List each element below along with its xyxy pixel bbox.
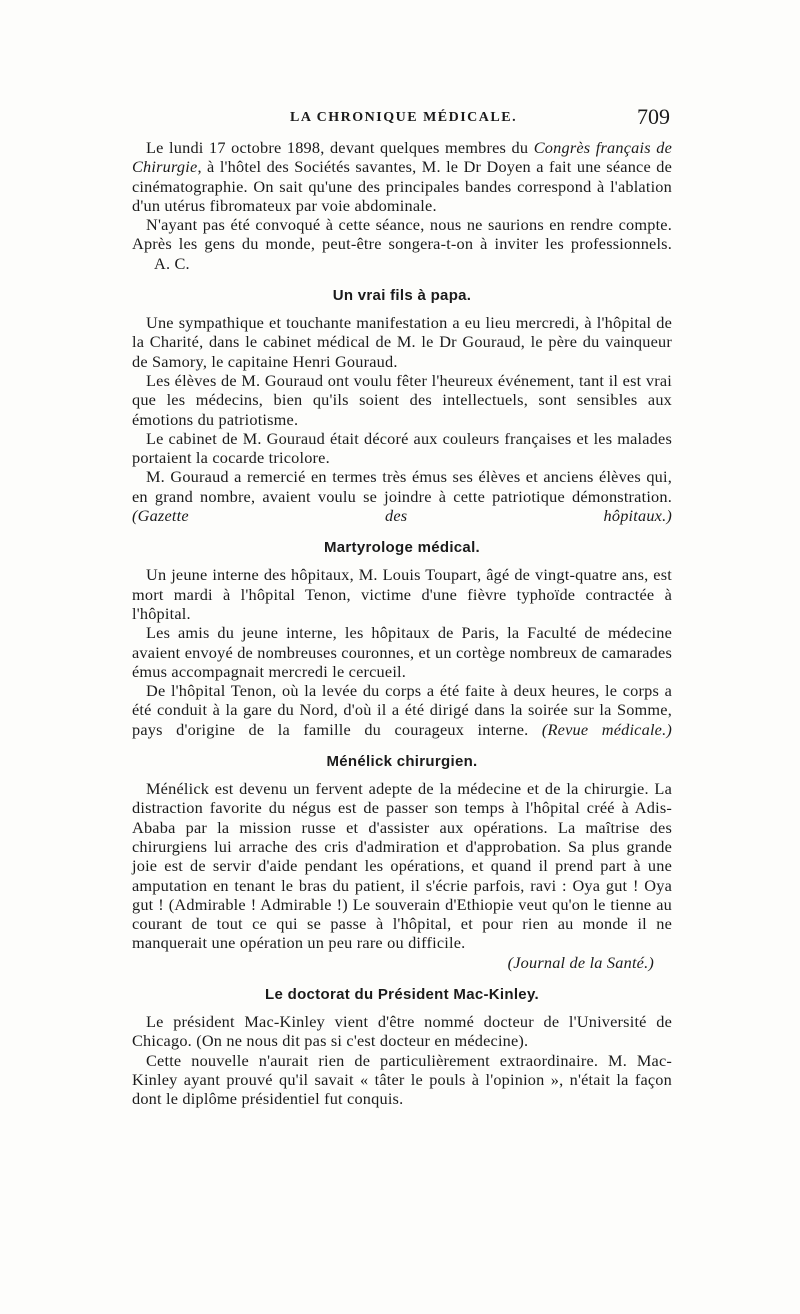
paragraph-text: N'ayant pas été convoqué à cette séance, nous ne saurions en rendre compte. Après les gens du monde, peut-être songera-t-on à inviter les professionnels. bbox=[132, 215, 672, 254]
paragraph-text: De l'hôpital Tenon, où la levée du corps a été faite à deux heures, le corps a été conduit à la gare du Nord, d'où il a été dirigé dans la soirée sur la Somme, pays d'origine de la famille du courageux interne. bbox=[132, 681, 672, 739]
paragraph: Les amis du jeune interne, les hôpitaux de Paris, la Faculté de médecine avaient envoyé de nombreuses couronnes, et un cortège nombreux de camarades émus accompagnait mercredi le cercueil. bbox=[132, 623, 672, 681]
paragraph: Un jeune interne des hôpitaux, M. Louis Toupart, âgé de vingt-quatre ans, est mort mardi à l'hôpital Tenon, victime d'une fièvre typhoïde contractée à l'hôpital. bbox=[132, 565, 672, 623]
running-title: LA CHRONIQUE MÉDICALE. bbox=[290, 110, 518, 125]
paragraph bbox=[132, 681, 672, 739]
paragraph: Ménélick est devenu un fervent adepte de la médecine et de la chirurgie. La distraction favorite du négus est de passer son temps à l'hôpital créé à Adis-Ababa par la mission russe et d'assister aux opérations. La maîtrise des chirurgiens lui arrache des cris d'admiration et d'approbation. Sa plus grande joie est de servir d'aide pendant les opérations, et quand il prend part à une amputation en tenant le bras du patient, il s'écrie parfois, ravi : Oya gut ! Oya gut ! (Admirable ! Admirable !) Le souverain d'Ethiopie veut qu'on le tienne au courant de tout ce qui se passe à l'hôpital, et pour rien au monde il ne manquerait une opération un peu rare ou difficile. bbox=[132, 779, 672, 953]
paragraph: Cette nouvelle n'aurait rien de particulièrement extraordinaire. M. Mac-Kinley ayant prouvé qu'il savait « tâter le pouls à l'opinion », n'était la façon dont le diplôme présidentiel fut conquis. bbox=[132, 1050, 672, 1109]
paragraph-text: , à l'hôtel des Sociétés savantes, M. le Dr Doyen a fait une séance de cinématographie. On sait qu'une des principales bandes correspond à l'ablation d'un utérus fibromateux par voie abdominale. bbox=[132, 157, 672, 215]
source-citation: (Gazette des hôpitaux.) bbox=[132, 506, 672, 526]
author-signature: A. C. bbox=[154, 253, 190, 273]
paragraph bbox=[132, 138, 672, 215]
paragraph: Les élèves de M. Gouraud ont voulu fêter l'heureux événement, tant il est vrai que les médecins, bien qu'ils soient des intellectuels, sont sensibles aux émotions du patriotisme. bbox=[132, 370, 672, 429]
paragraph-text: M. Gouraud a remercié en termes très émus ses élèves et anciens élèves qui, en grand nombre, avaient voulu se joindre à cette patriotique démonstration. bbox=[132, 467, 672, 506]
article-body bbox=[132, 138, 672, 1108]
page-header bbox=[130, 104, 670, 134]
source-citation: (Revue médicale.) bbox=[541, 719, 672, 739]
page-number: 709 bbox=[637, 104, 670, 129]
section-title: Un vrai fils à papa. bbox=[332, 287, 472, 305]
paragraph: Une sympathique et touchante manifestation a eu lieu mercredi, à l'hôpital de la Charité, dans le cabinet médical de M. le Dr Gouraud, le père du vainqueur de Samory, le capitaine Henri Gouraud. bbox=[132, 313, 672, 371]
source-citation: (Journal de la Santé.) bbox=[507, 952, 654, 972]
section-title: Le doctorat du Président Mac-Kinley. bbox=[265, 985, 539, 1003]
section-title: Ménélick chirurgien. bbox=[326, 753, 478, 771]
paragraph: Le président Mac-Kinley vient d'être nommé docteur de l'Université de Chicago. (On ne nous dit pas si c'est docteur en médecine). bbox=[132, 1011, 672, 1051]
congress-name: Congrès français de Chirurgie bbox=[132, 138, 673, 177]
paragraph-text: Le lundi 17 octobre 1898, devant quelques membres du bbox=[146, 138, 534, 157]
paragraph bbox=[132, 215, 672, 273]
paragraph bbox=[132, 467, 672, 525]
paragraph: Le cabinet de M. Gouraud était décoré aux couleurs françaises et les malades portaient la cocarde tricolore. bbox=[132, 428, 672, 468]
section-title: Martyrologe médical. bbox=[323, 539, 481, 557]
